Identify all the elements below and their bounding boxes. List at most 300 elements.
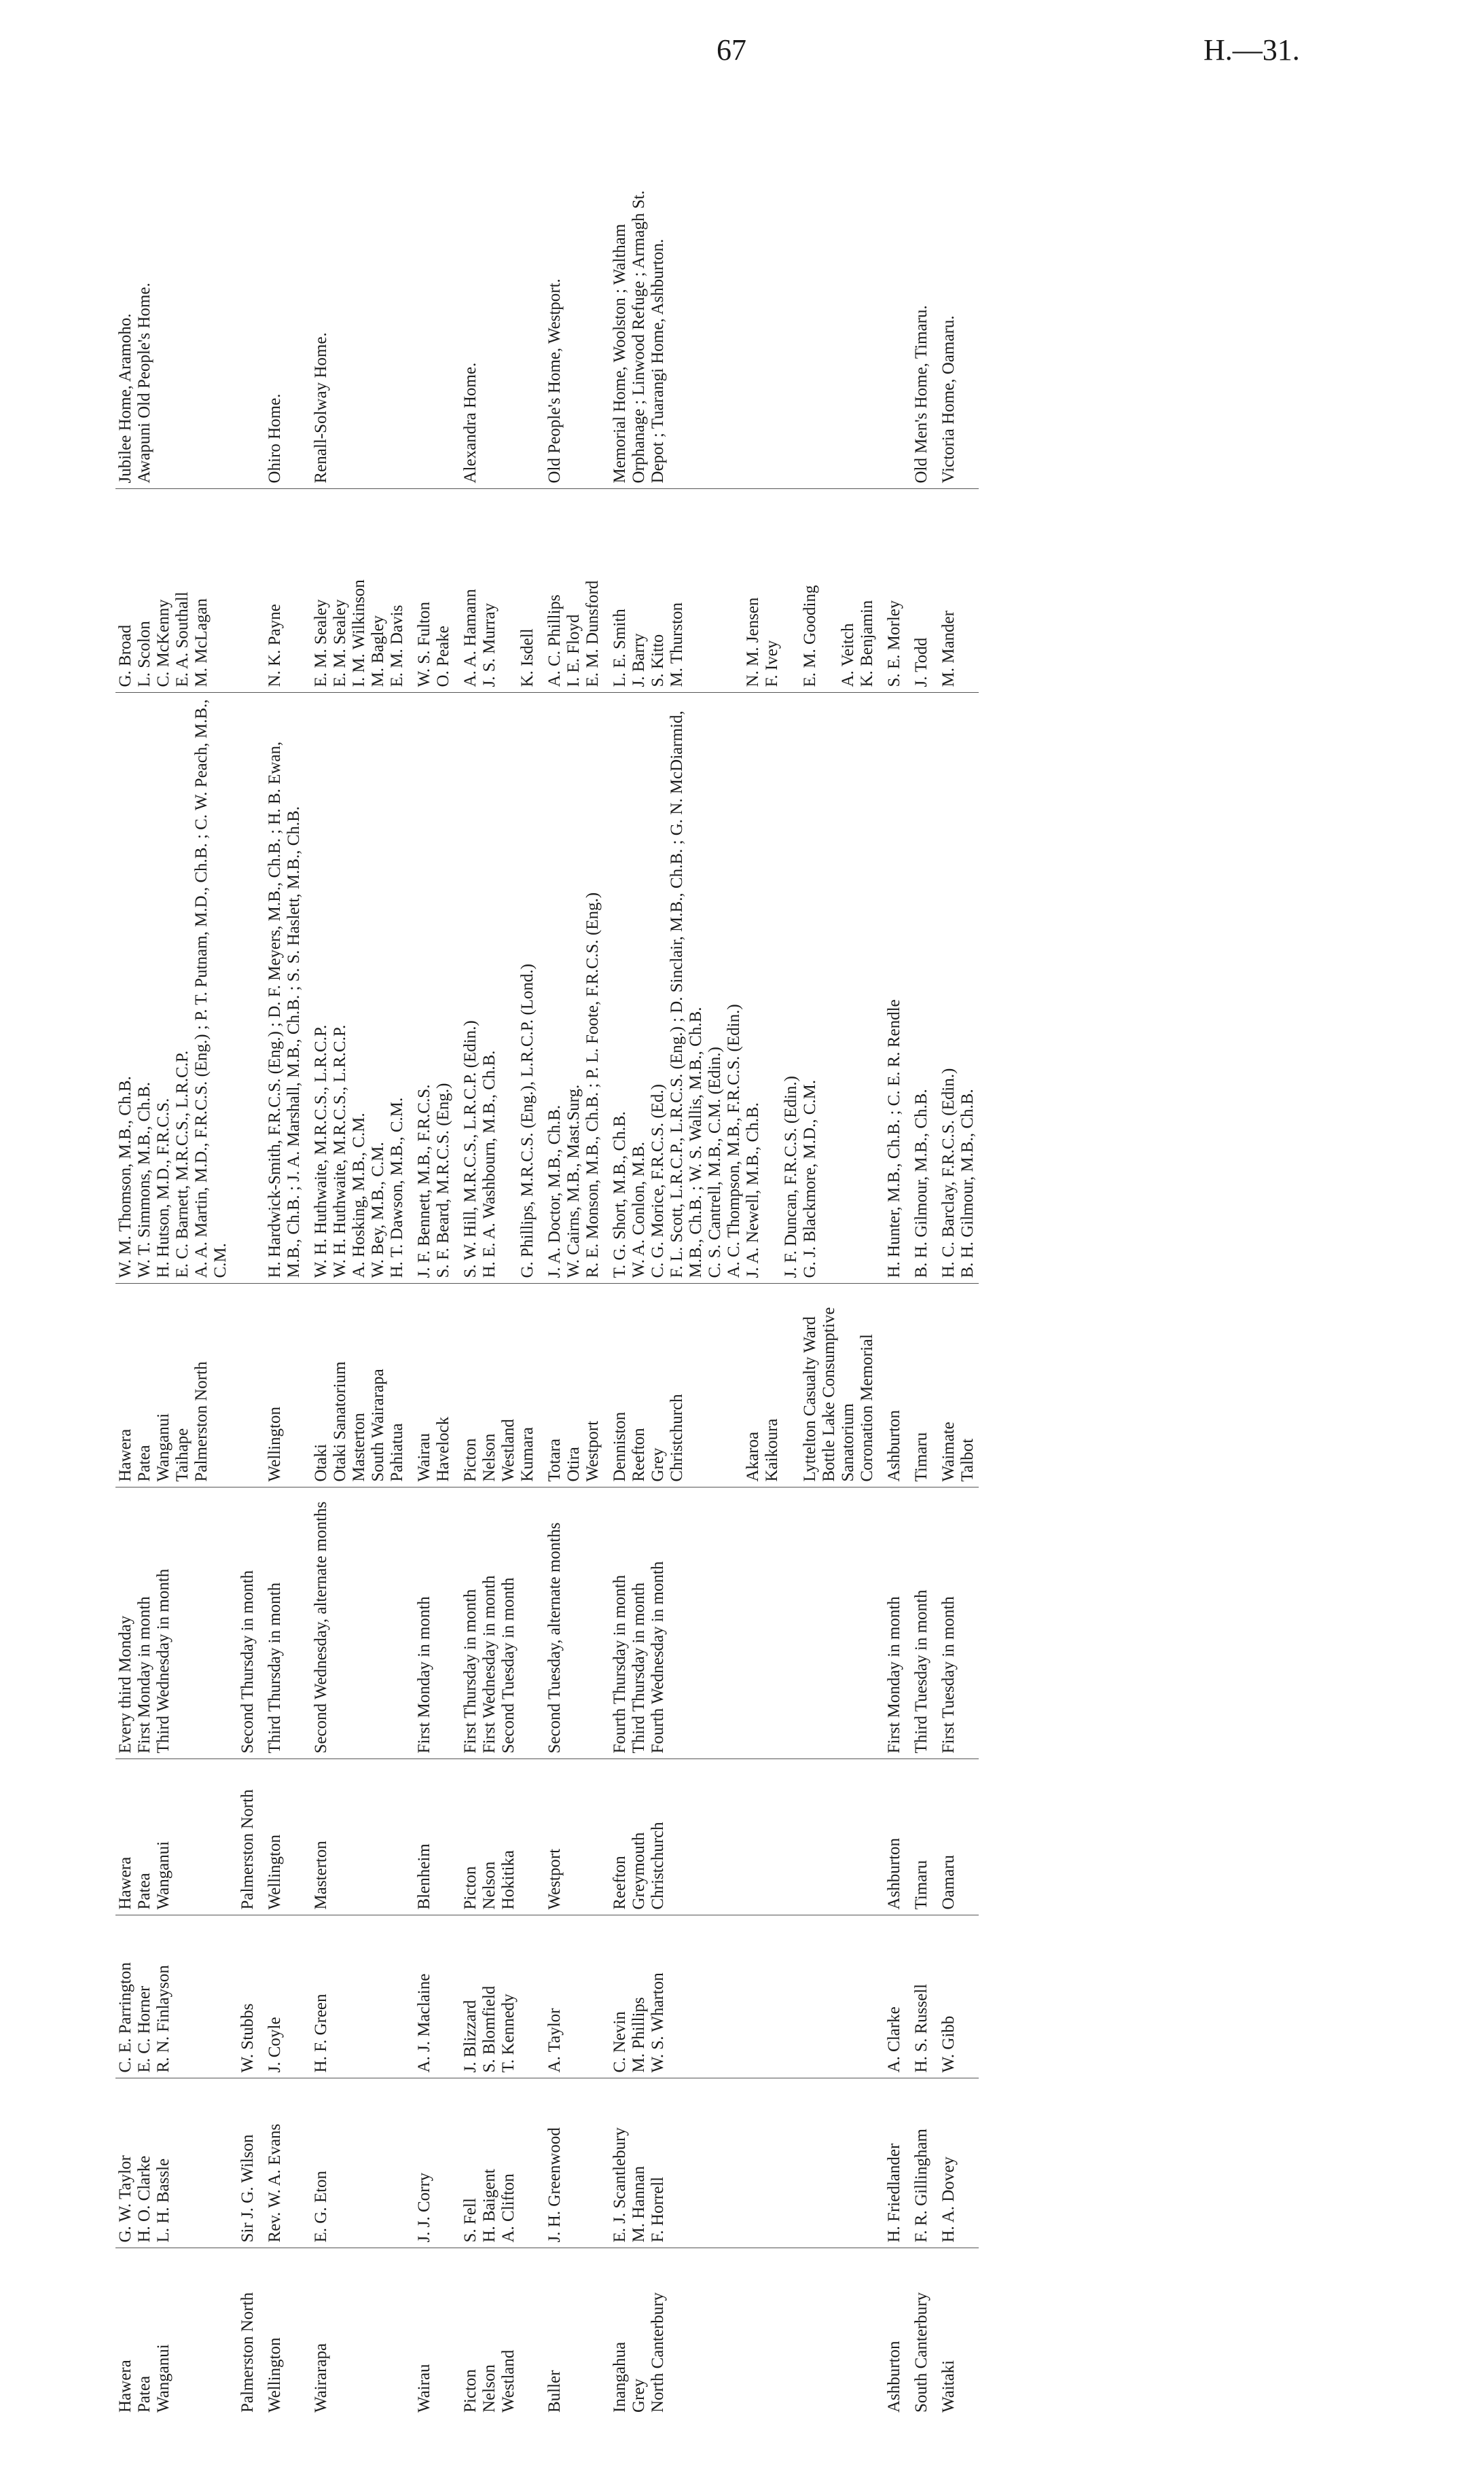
cell-line: W. A. Conlon, M.B. xyxy=(630,1141,648,1278)
cell-district xyxy=(878,2248,905,2418)
cell-line: Third Wednesday in month xyxy=(154,1568,173,1754)
cell-line xyxy=(763,699,782,1278)
cell-meeting xyxy=(408,1487,454,1759)
cell-line: E. C. Horner xyxy=(135,1985,153,2073)
cell-homes xyxy=(259,149,305,489)
cell-line: E. M. Dunsford xyxy=(583,580,602,687)
cell-line: H. Hunter, M.B., Ch.B. ; C. E. R. Rendle xyxy=(885,999,903,1278)
cell-line: Reefton xyxy=(630,1428,648,1482)
cell-line xyxy=(706,1290,725,1482)
cell-line: Ashburton xyxy=(885,1837,903,1910)
cell-line: I. M. Wilkinson xyxy=(350,579,368,687)
cell-line: J. F. Bennett, M.B., F.R.C.S. xyxy=(415,1084,433,1278)
cell-line: C. E. Parrington xyxy=(116,1962,134,2073)
table-row xyxy=(115,149,232,2418)
cell-line: C. Nevin xyxy=(611,2011,629,2073)
cell-meeting xyxy=(259,1487,305,1759)
cell-office xyxy=(259,1759,305,1915)
cell-hospital xyxy=(232,1284,259,1487)
cell-line: Timaru xyxy=(912,1432,930,1482)
cell-line: South Wairarapa xyxy=(369,1369,387,1482)
cell-line: W. Stubbs xyxy=(238,2003,257,2073)
cell-matron xyxy=(115,489,232,693)
cell-chairman xyxy=(878,2078,905,2248)
cell-line: W. S. Fulton xyxy=(415,601,433,687)
cell-meeting xyxy=(115,1487,232,1759)
cell-line: N. M. Jensen xyxy=(744,597,762,687)
cell-line: Denniston xyxy=(611,1411,629,1482)
cell-secretary xyxy=(905,1915,933,2078)
cell-line xyxy=(687,495,706,687)
cell-line xyxy=(415,155,434,484)
cell-line: Second Wednesday, alternate months xyxy=(312,1501,330,1754)
cell-line: Kumara xyxy=(518,1426,537,1482)
cell-line: Pahiatua xyxy=(388,1423,406,1482)
cell-matron xyxy=(259,489,305,693)
cell-hospital xyxy=(905,1284,933,1487)
cell-secretary xyxy=(539,1915,604,2078)
cell-line: Palmerston North xyxy=(238,1789,257,1910)
cell-meeting xyxy=(604,1487,878,1759)
cell-line: Waimate xyxy=(939,1422,958,1482)
cell-line: Talbot xyxy=(958,1438,977,1482)
cell-line: Blenheim xyxy=(415,1843,433,1910)
cell-chairman xyxy=(539,2078,604,2248)
cell-line: S. E. Morley xyxy=(885,600,903,687)
cell-line: Nelson xyxy=(480,1433,499,1482)
cell-line xyxy=(499,699,518,1278)
page-reference: H.—31. xyxy=(1204,33,1300,67)
cell-line: H. Hutson, M.D., F.R.C.S. xyxy=(154,1098,173,1278)
cell-line: First Thursday in month xyxy=(461,1589,479,1754)
cell-meeting xyxy=(305,1487,408,1759)
cell-medical xyxy=(232,693,259,1284)
cell-chairman xyxy=(259,2078,305,2248)
cell-hospital xyxy=(408,1284,454,1487)
cell-line: Otaki Sanatorium xyxy=(331,1361,349,1482)
cell-line xyxy=(725,495,744,687)
cell-line: B. H. Gilmour, M.B., Ch.B. xyxy=(912,1089,930,1278)
cell-homes xyxy=(454,149,539,489)
cell-matron xyxy=(604,489,878,693)
cell-line: Ashburton xyxy=(885,1409,903,1482)
cell-line: K. Benjamin xyxy=(858,600,876,687)
cell-line: J. Coyle xyxy=(266,2017,284,2073)
cell-line: S. Blomfield xyxy=(480,1985,499,2073)
cell-line: Second Thursday in month xyxy=(238,1570,257,1754)
cell-meeting xyxy=(454,1487,539,1759)
cell-hospital xyxy=(115,1284,232,1487)
cell-line: Third Tuesday in month xyxy=(912,1589,930,1754)
cell-meeting xyxy=(905,1487,933,1759)
cell-hospital xyxy=(454,1284,539,1487)
table-row xyxy=(539,149,604,2418)
cell-district xyxy=(115,2248,232,2418)
cell-line: Westport xyxy=(583,1420,602,1482)
cell-line xyxy=(238,495,257,687)
cell-line: R. N. Finlayson xyxy=(154,1965,173,2073)
cell-line: E. M. Gooding xyxy=(801,585,819,687)
cell-office xyxy=(878,1759,905,1915)
cell-line: G. J. Blackmore, M.D., C.M. xyxy=(801,1079,819,1278)
cell-line: H. T. Dawson, M.B., C.M. xyxy=(388,1097,406,1278)
cell-homes xyxy=(878,149,905,489)
cell-line: K. Isdell xyxy=(518,628,537,687)
table-row xyxy=(933,149,979,2418)
cell-line: Hawera xyxy=(116,2360,134,2413)
cell-line: G. W. Taylor xyxy=(116,2155,134,2243)
cell-line: C. S. Cantrell, M.B., C.M. (Edin.) xyxy=(706,1047,724,1278)
cell-hospital xyxy=(604,1284,878,1487)
cell-line: M. Phillips xyxy=(630,1997,648,2073)
cell-line: J. Blizzard xyxy=(461,2000,479,2073)
cell-line: Patea xyxy=(135,1873,153,1910)
cell-line: Hawera xyxy=(116,1428,134,1482)
cell-office xyxy=(539,1759,604,1915)
cell-line: Grey xyxy=(649,1447,667,1482)
cell-line: C. McKenny xyxy=(154,599,173,687)
cell-line: Kaikoura xyxy=(763,1418,781,1482)
cell-line xyxy=(499,495,518,687)
cell-homes xyxy=(539,149,604,489)
cell-line: F. Horrell xyxy=(649,2176,667,2243)
cell-line: W. Gibb xyxy=(939,2015,958,2073)
cell-homes xyxy=(115,149,232,489)
cell-line: W. T. Simmons, M.B., Ch.B. xyxy=(135,1082,153,1278)
cell-district xyxy=(604,2248,878,2418)
cell-line: M. Bagley xyxy=(369,615,387,687)
cell-line: E. A. Southall xyxy=(173,592,192,687)
cell-medical xyxy=(905,693,933,1284)
cell-line: A. Clarke xyxy=(885,2006,903,2073)
cell-line: Wellington xyxy=(266,1835,284,1910)
hospital-boards-table-area xyxy=(115,149,1331,2418)
cell-line: A. Clifton xyxy=(499,2174,518,2243)
cell-line: Totara xyxy=(545,1439,564,1482)
cell-line: Wellington xyxy=(266,1407,284,1482)
cell-medical xyxy=(408,693,454,1284)
cell-secretary xyxy=(454,1915,539,2078)
cell-line: H. O. Clarke xyxy=(135,2155,153,2243)
cell-line: A. J. Maclaine xyxy=(415,1973,433,2073)
cell-matron xyxy=(305,489,408,693)
cell-line: A. Veitch xyxy=(839,623,857,687)
cell-line: L. H. Bassle xyxy=(154,2158,173,2243)
cell-line: W. H. Huthwaite, M.R.C.S., L.R.C.P. xyxy=(312,1024,330,1278)
cell-line: J. H. Greenwood xyxy=(545,2127,564,2243)
cell-district xyxy=(933,2248,979,2418)
cell-line: T. G. Short, M.B., Ch.B. xyxy=(611,1111,629,1278)
cell-line: Waitaki xyxy=(939,2360,958,2413)
cell-line: North Canterbury xyxy=(649,2292,667,2413)
cell-line xyxy=(238,155,257,484)
cell-hospital xyxy=(305,1284,408,1487)
cell-chairman xyxy=(604,2078,878,2248)
cell-office xyxy=(115,1759,232,1915)
cell-line: Old Men's Home, Timaru. xyxy=(912,305,930,484)
cell-homes xyxy=(933,149,979,489)
cell-line: Nelson xyxy=(480,1861,499,1910)
cell-district xyxy=(232,2248,259,2418)
cell-line: Lyttelton Casualty Ward xyxy=(801,1316,819,1482)
cell-line: Patea xyxy=(135,2375,153,2413)
cell-line: J. S. Murray xyxy=(480,602,499,687)
cell-secretary xyxy=(408,1915,454,2078)
cell-medical xyxy=(878,693,905,1284)
cell-secretary xyxy=(115,1915,232,2078)
cell-medical xyxy=(115,693,232,1284)
cell-line: Picton xyxy=(461,2369,479,2413)
cell-meeting xyxy=(232,1487,259,1759)
cell-line: Bottle Lake Consumptive Sanatorium xyxy=(820,1307,857,1482)
cell-line: W. H. Huthwaite, M.R.C.S., L.R.C.P. xyxy=(331,1024,349,1278)
cell-line: Christchurch xyxy=(649,1822,667,1910)
cell-line: Awapuni Old People's Home. xyxy=(135,283,153,484)
cell-line: Wairarapa xyxy=(312,2343,330,2413)
cell-district xyxy=(454,2248,539,2418)
cell-office xyxy=(933,1759,979,1915)
cell-line: South Canterbury xyxy=(912,2292,930,2413)
cell-line: Westport xyxy=(545,1848,564,1910)
hospital-boards-table xyxy=(115,149,979,2418)
cell-line: W. Cairns, M.B., Mast.Surg. xyxy=(564,1084,583,1278)
cell-medical xyxy=(454,693,539,1284)
cell-line: Inangahua xyxy=(611,2341,629,2413)
cell-line: Greymouth xyxy=(630,1832,648,1910)
table-row xyxy=(878,149,905,2418)
table-row xyxy=(905,149,933,2418)
cell-line: First Monday in month xyxy=(415,1596,433,1754)
cell-line: R. E. Monson, M.B., Ch.B. ; P. L. Foote, F.R.C.S. (Eng.) xyxy=(583,892,602,1278)
cell-homes xyxy=(232,149,259,489)
cell-matron xyxy=(539,489,604,693)
cell-line: A. A. Martin, M.D., F.R.C.S. (Eng.) ; P. T. Putnam, M.D., Ch.B. ; C. W. Peach, M.B., C.M. xyxy=(192,699,230,1278)
cell-line: Wanganui xyxy=(154,1841,173,1910)
cell-line: Hokitika xyxy=(499,1850,518,1910)
cell-matron xyxy=(933,489,979,693)
cell-office xyxy=(408,1759,454,1915)
cell-line: Wairau xyxy=(415,2364,433,2413)
cell-matron xyxy=(905,489,933,693)
cell-secretary xyxy=(604,1915,878,2078)
cell-line: Ohiro Home. xyxy=(266,393,284,484)
cell-line: M. McLagan xyxy=(192,598,211,687)
cell-matron xyxy=(232,489,259,693)
cell-office xyxy=(232,1759,259,1915)
cell-medical xyxy=(933,693,979,1284)
cell-line: Sir J. G. Wilson xyxy=(238,2134,257,2243)
cell-medical xyxy=(539,693,604,1284)
cell-line: Third Thursday in month xyxy=(630,1582,648,1754)
cell-medical xyxy=(604,693,878,1284)
cell-line: J. A. Newell, M.B., Ch.B. xyxy=(744,1102,762,1278)
cell-line: Second Tuesday, alternate months xyxy=(545,1522,564,1754)
cell-line: E. M. Sealey xyxy=(312,599,330,687)
cell-line: I. E. Floyd xyxy=(564,614,583,687)
cell-line: J. F. Duncan, F.R.C.S. (Edin.) xyxy=(782,1076,800,1278)
cell-line: H. Friedlander xyxy=(885,2143,903,2243)
cell-line xyxy=(238,699,257,1278)
cell-line: H. Hardwick-Smith, F.R.C.S. (Eng.) ; D. F. Meyers, M.B., Ch.B. ; H. B. Ewan, M.B., Ch.B. ; J. A. Marshall, M.B., Ch.B. ; S. S. Haslett, M.B., Ch.B. xyxy=(266,741,303,1278)
cell-line: H. C. Barclay, F.R.C.S. (Edin.) xyxy=(939,1068,958,1278)
cell-homes xyxy=(305,149,408,489)
cell-line xyxy=(706,495,725,687)
cell-line: F. L. Scott, L.R.C.P., L.R.C.S. (Eng.) ; D. Sinclair, M.B., Ch.B. ; G. N. McDiarmid, M.B., Ch.B. ; W. S. Wallis, M.B., Ch.B. xyxy=(668,710,705,1278)
table-row xyxy=(454,149,539,2418)
cell-line: Wanganui xyxy=(154,1413,173,1482)
cell-office xyxy=(454,1759,539,1915)
cell-line: First Tuesday in month xyxy=(939,1596,958,1754)
cell-line: W. S. Wharton xyxy=(649,1972,667,2073)
cell-line: E. C. Barnett, M.R.C.S., L.R.C.P. xyxy=(173,1050,192,1278)
cell-line: Otaki xyxy=(312,1443,330,1482)
cell-hospital xyxy=(933,1284,979,1487)
cell-line: A. Taylor xyxy=(545,2008,564,2073)
cell-line: W. Bey, M.B., C.M. xyxy=(369,1142,387,1278)
cell-homes xyxy=(905,149,933,489)
table-row xyxy=(604,149,878,2418)
cell-line: Buller xyxy=(545,2370,564,2413)
cell-district xyxy=(408,2248,454,2418)
cell-meeting xyxy=(539,1487,604,1759)
cell-hospital xyxy=(539,1284,604,1487)
cell-line: Old People's Home, Westport. xyxy=(545,278,564,484)
cell-line: M. Thurston xyxy=(668,602,686,687)
cell-chairman xyxy=(933,2078,979,2248)
cell-line: Masterton xyxy=(350,1413,368,1482)
cell-line xyxy=(725,1290,744,1482)
cell-line: Renall-Solway Home. xyxy=(312,332,330,484)
cell-line: E. J. Scantlebury xyxy=(611,2127,629,2243)
cell-line xyxy=(885,155,904,484)
cell-meeting xyxy=(933,1487,979,1759)
cell-line: J. A. Doctor, M.B., Ch.B. xyxy=(545,1104,564,1278)
cell-line: Havelock xyxy=(434,1416,452,1482)
cell-line: H. A. Dovey xyxy=(939,2157,958,2243)
cell-line xyxy=(820,495,839,687)
cell-line: A. Hosking, M.B., C.M. xyxy=(350,1113,368,1278)
cell-line: Jubilee Home, Aramoho. xyxy=(116,313,134,484)
cell-line: W. M. Thomson, M.B., Ch.B. xyxy=(116,1076,134,1278)
cell-line: F. R. Gillingham xyxy=(912,2129,930,2243)
cell-chairman xyxy=(232,2078,259,2248)
cell-line: J. J. Corry xyxy=(415,2172,433,2243)
cell-matron xyxy=(408,489,454,693)
cell-secretary xyxy=(933,1915,979,2078)
cell-line: Nelson xyxy=(480,2364,499,2413)
cell-line: A. A. Hamann xyxy=(461,589,479,687)
cell-line: H. E. A. Washbourn, M.B., Ch.B. xyxy=(480,1050,499,1278)
cell-secretary xyxy=(878,1915,905,2078)
cell-line: T. Kennedy xyxy=(499,1994,518,2073)
cell-chairman xyxy=(305,2078,408,2248)
table-row xyxy=(408,149,454,2418)
cell-line: Grey xyxy=(630,2379,648,2413)
cell-medical xyxy=(259,693,305,1284)
cell-line: E. G. Eton xyxy=(312,2170,330,2243)
cell-line: Fourth Wednesday in month xyxy=(649,1561,667,1754)
cell-line: Fourth Thursday in month xyxy=(611,1574,629,1754)
cell-line: N. K. Payne xyxy=(266,604,284,687)
cell-district xyxy=(539,2248,604,2418)
cell-line: Rev. W. A. Evans xyxy=(266,2123,284,2243)
cell-hospital xyxy=(259,1284,305,1487)
cell-line: E. M. Davis xyxy=(388,605,406,687)
cell-line: Every third Monday xyxy=(116,1615,134,1754)
cell-line xyxy=(782,495,801,687)
cell-line: A. C. Thompson, M.B., F.R.C.S. (Edin.) xyxy=(725,1004,743,1278)
cell-line: Wanganui xyxy=(154,2344,173,2413)
cell-line: Westland xyxy=(499,2349,518,2413)
cell-line: Masterton xyxy=(312,1841,330,1910)
cell-homes xyxy=(604,149,878,489)
cell-line: M. Mander xyxy=(939,611,958,687)
cell-line: Picton xyxy=(461,1438,479,1482)
cell-chairman xyxy=(408,2078,454,2248)
cell-line: Timaru xyxy=(912,1860,930,1910)
cell-line xyxy=(238,1290,257,1482)
cell-line: Palmerston North xyxy=(192,1361,211,1482)
cell-line: O. Peake xyxy=(434,626,452,687)
cell-chairman xyxy=(454,2078,539,2248)
cell-line: Otira xyxy=(564,1447,583,1482)
cell-line: Second Tuesday in month xyxy=(499,1577,518,1754)
cell-line: S. W. Hill, M.R.C.S., L.R.C.P. (Edin.) xyxy=(461,1020,479,1278)
cell-line: G. Phillips, M.R.C.S. (Eng.), L.R.C.P. (Lond.) xyxy=(518,963,537,1278)
cell-line: Alexandra Home. xyxy=(461,362,479,484)
table-row xyxy=(232,149,259,2418)
cell-line: H. F. Green xyxy=(312,1994,330,2073)
cell-line: F. Ivey xyxy=(763,640,781,687)
table-row xyxy=(305,149,408,2418)
cell-chairman xyxy=(905,2078,933,2248)
cell-line: First Monday in month xyxy=(885,1596,903,1754)
cell-chairman xyxy=(115,2078,232,2248)
cell-line xyxy=(687,1290,706,1482)
cell-line: S. Fell xyxy=(461,2198,479,2243)
cell-meeting xyxy=(878,1487,905,1759)
cell-line: J. Todd xyxy=(912,637,930,687)
cell-secretary xyxy=(305,1915,408,2078)
cell-secretary xyxy=(232,1915,259,2078)
cell-line: Westland xyxy=(499,1419,518,1482)
page-number: 67 xyxy=(717,33,746,67)
cell-line: L. E. Smith xyxy=(611,609,629,687)
cell-line: Picton xyxy=(461,1866,479,1910)
cell-line: Third Thursday in month xyxy=(266,1582,284,1754)
cell-line: A. C. Phillips xyxy=(545,594,564,687)
cell-line: H. Baigent xyxy=(480,2169,499,2243)
cell-line: Patea xyxy=(135,1445,153,1482)
cell-line: Akaroa xyxy=(744,1431,762,1482)
cell-line: L. Scolon xyxy=(135,621,153,687)
cell-office xyxy=(905,1759,933,1915)
cell-line: G. Broad xyxy=(116,624,134,687)
cell-hospital xyxy=(878,1284,905,1487)
cell-district xyxy=(905,2248,933,2418)
cell-line: First Wednesday in month xyxy=(480,1575,499,1754)
cell-medical xyxy=(305,693,408,1284)
rotated-table xyxy=(115,149,1331,2418)
cell-district xyxy=(305,2248,408,2418)
cell-line: Reefton xyxy=(611,1856,629,1910)
table-row xyxy=(259,149,305,2418)
cell-secretary xyxy=(259,1915,305,2078)
cell-line: Taihape xyxy=(173,1428,192,1482)
cell-line: C. G. Morice, F.R.C.S. (Ed.) xyxy=(649,1084,667,1278)
cell-line xyxy=(782,1290,801,1482)
cell-line: Wairau xyxy=(415,1432,433,1482)
